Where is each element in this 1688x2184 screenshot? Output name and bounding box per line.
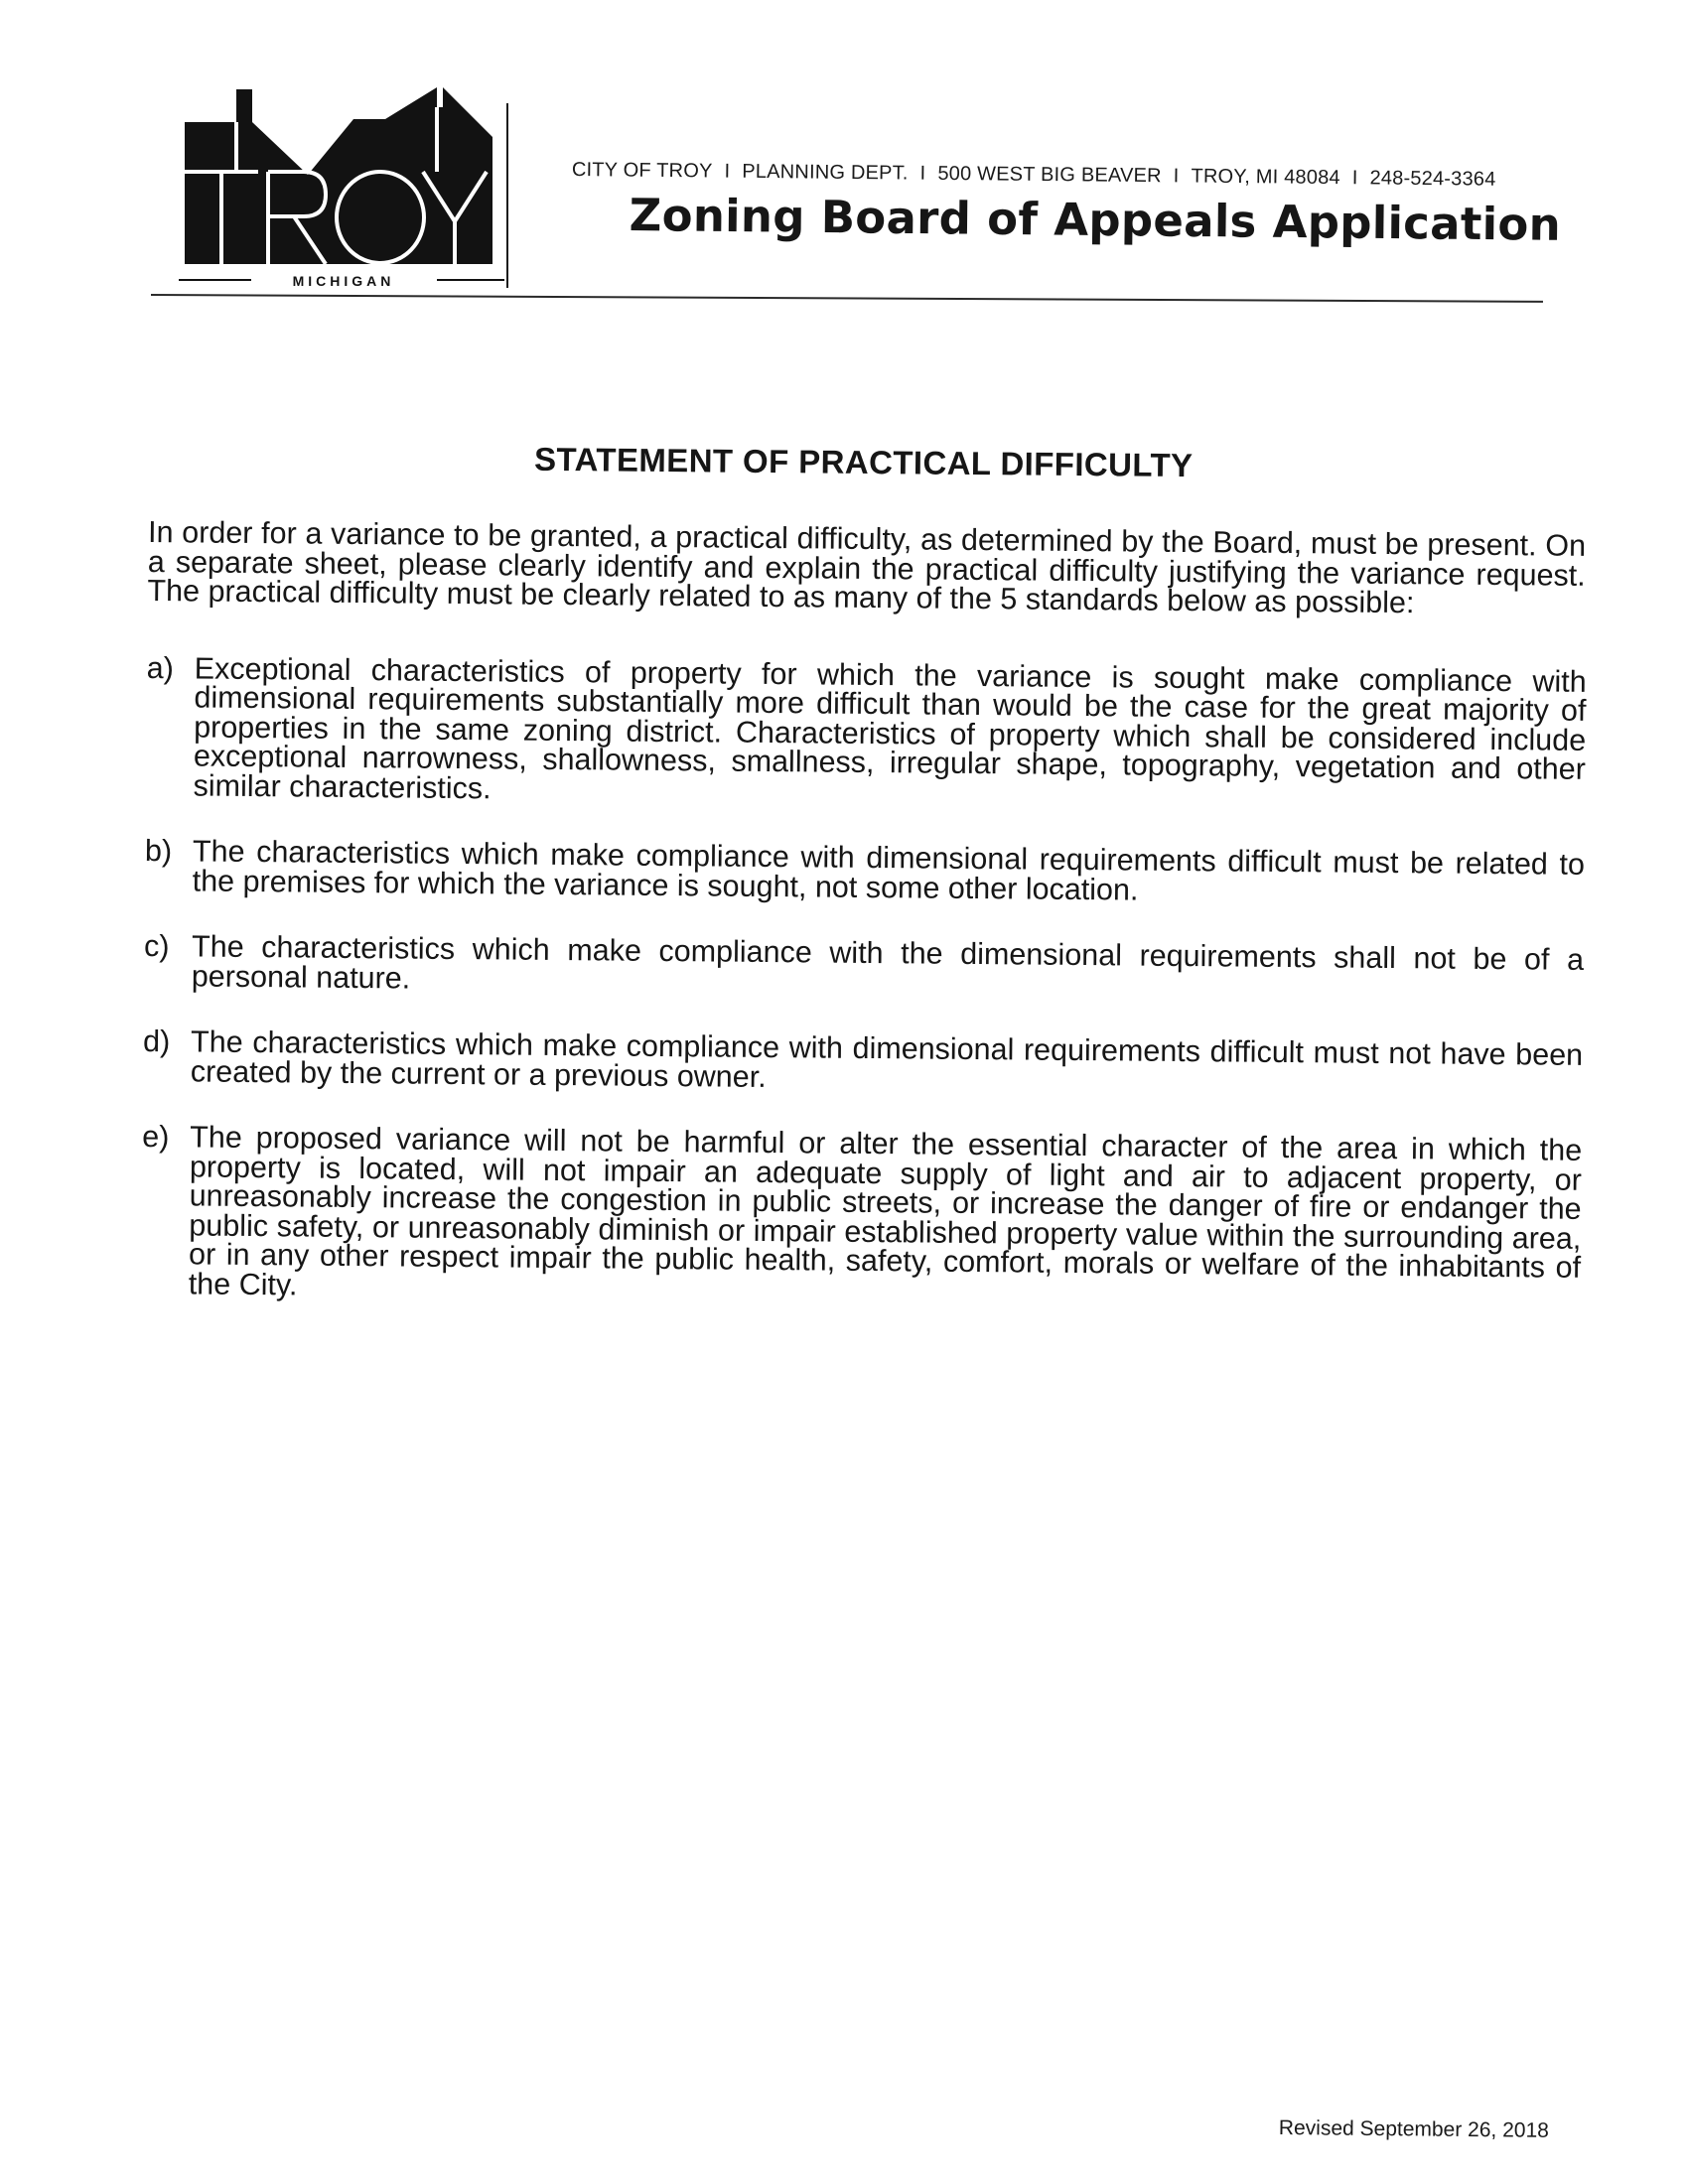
address-city-state-zip: TROY, MI 48084 — [1191, 165, 1340, 190]
standard-item-d — [142, 1024, 1584, 1100]
revision-date: Revised September 26, 2018 — [1278, 2116, 1550, 2142]
department-address — [572, 159, 1545, 192]
troy-skyline-icon — [177, 87, 504, 291]
address-phone: 248-524-3364 — [1369, 167, 1496, 191]
standard-letter: d) — [142, 1024, 171, 1059]
main-content — [140, 437, 1589, 1349]
standard-letter: c) — [143, 928, 170, 964]
header-rule — [151, 294, 1543, 303]
address-department: PLANNING DEPT. — [742, 160, 909, 185]
address-city: CITY OF TROY — [571, 159, 713, 183]
header-divider — [506, 103, 508, 288]
standards-list — [141, 650, 1587, 1311]
standard-text: The characteristics which make compliance with dimensional requirements difficult must be related to the premises for which the variance is sought, not some other location. — [192, 834, 1586, 907]
standard-text: Exceptional characteristics of property for which the variance is sought make compliance with dimensional requirements substantially more difficult than would be the case for the great majority of properties in the same zoning district. Characteristics of property which shall be considered include exceptional narrowness, shallowness, smallness, irregular shape, topography, vegetation and other similar characteristics. — [193, 650, 1587, 805]
standard-item-a — [145, 650, 1587, 813]
standard-text: The proposed variance will not be harmful or alter the essential character of the area in which the property is located, will not impair an adequate supply of light and air to adjacent property, or unreasonably increase the congestion in public streets, or increase the danger of fire or endanger the public safety, or unreasonably diminish or impair established property value within the surrounding area, or in any other respect impair the public health, safety, comfort, morals or welfare of the inhabitants of the City. — [188, 1120, 1583, 1301]
standard-text: The characteristics which make compliance with the dimensional requirements shall not be of a personal nature. — [191, 929, 1585, 996]
standard-item-e — [141, 1119, 1583, 1312]
troy-city-skyline-logo — [177, 87, 504, 291]
standard-letter: e) — [142, 1119, 170, 1155]
address-street: 500 WEST BIG BEAVER — [937, 162, 1162, 188]
standard-item-b — [144, 833, 1586, 909]
logo-subtitle: MICHIGAN — [292, 273, 395, 289]
standard-letter: a) — [146, 650, 175, 685]
application-title: Zoning Board of Appeals Application — [629, 189, 1562, 251]
standard-text: The characteristics which make compliance with dimensional requirements difficult must not have been created by the current or a previous owner. — [190, 1024, 1584, 1094]
address-separator: I — [1351, 167, 1358, 190]
address-separator: I — [919, 162, 926, 185]
intro-paragraph: In order for a variance to be granted, a practical difficulty, as determined by the Board, must be present. On a separate sheet, please clearly identify and explain the practical difficulty justifying the variance request. The practical difficulty must be clearly related to as many of the 5 standards below as possible: — [147, 514, 1587, 620]
address-separator: I — [1173, 165, 1180, 188]
standard-item-c — [143, 928, 1585, 1005]
section-title: STATEMENT OF PRACTICAL DIFFICULTY — [533, 440, 1194, 484]
standard-letter: b) — [144, 833, 173, 869]
address-separator: I — [724, 160, 731, 183]
